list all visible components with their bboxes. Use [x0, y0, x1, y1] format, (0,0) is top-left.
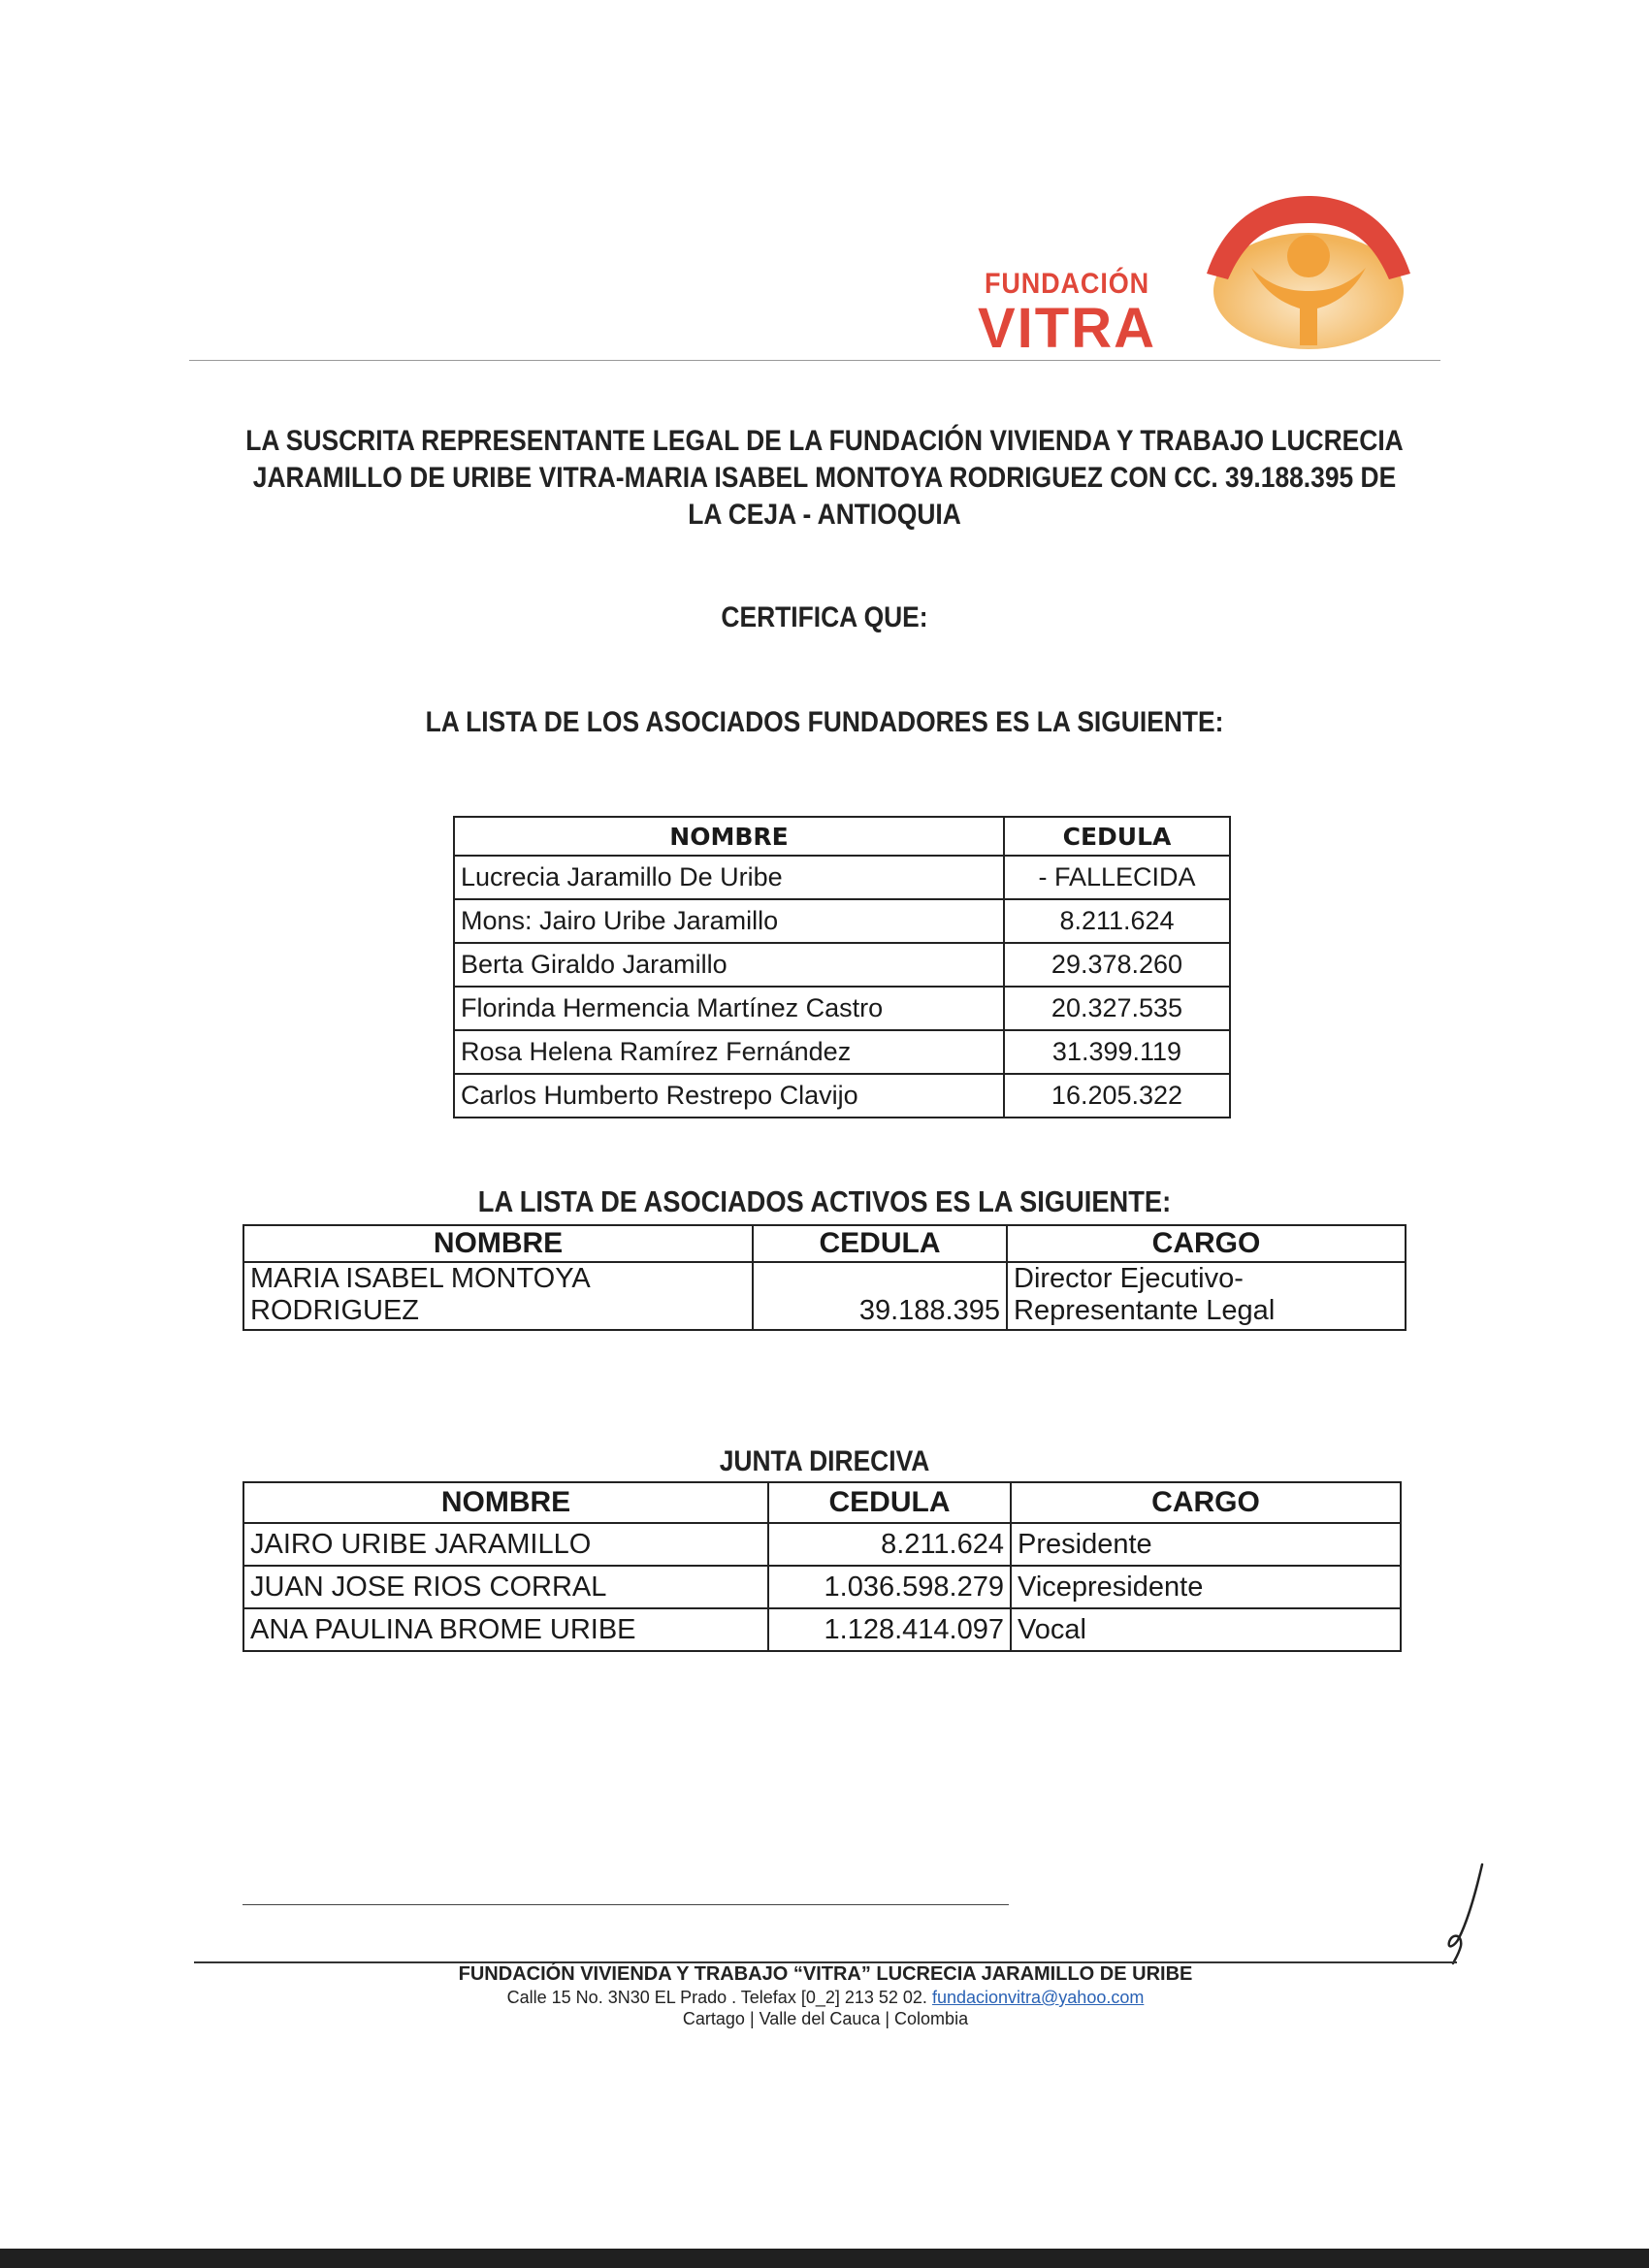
- founder-name: Florinda Hermencia Martínez Castro: [454, 987, 1004, 1030]
- board-member-cedula: 1.036.598.279: [768, 1566, 1011, 1608]
- foundation-logo-text: [951, 268, 1183, 360]
- header-divider: [189, 360, 1440, 361]
- founder-name: Lucrecia Jaramillo De Uribe: [454, 856, 1004, 899]
- member-cargo-line: Representante Legal: [1014, 1295, 1276, 1326]
- founder-name: Berta Giraldo Jaramillo: [454, 943, 1004, 987]
- founder-name: Mons: Jairo Uribe Jaramillo: [454, 899, 1004, 943]
- footer-address: Calle 15 No. 3N30 EL Prado . Telefax [0_2] 213 52 02.: [506, 1988, 927, 2007]
- founders-heading: LA LISTA DE LOS ASOCIADOS FUNDADORES ES LA SIGUIENTE:: [425, 706, 1224, 738]
- board-table: [242, 1481, 1402, 1652]
- founder-name: Rosa Helena Ramírez Fernández: [454, 1030, 1004, 1074]
- table-row: [454, 987, 1230, 1030]
- board-member-cargo: Vocal: [1011, 1608, 1401, 1651]
- founder-cedula: 8.211.624: [1004, 899, 1230, 943]
- table-row: [454, 899, 1230, 943]
- member-cargo-line: Director Ejecutivo-: [1014, 1263, 1244, 1294]
- founders-table: [453, 816, 1231, 1118]
- founder-name: Carlos Humberto Restrepo Clavijo: [454, 1074, 1004, 1118]
- column-header-cedula: CEDULA: [768, 1482, 1011, 1523]
- board-member-cedula: 8.211.624: [768, 1523, 1011, 1566]
- board-member-name: ANA PAULINA BROME URIBE: [243, 1608, 768, 1651]
- document-title: LA SUSCRITA REPRESENTANTE LEGAL DE LA FUNDACIÓN VIVIENDA Y TRABAJO LUCRECIA JARAMILLO DE URIBE VITRA-MARIA ISABEL MONTOYA RODRIGUEZ CON CC. 39.188.395 DE LA CEJA - ANTIOQUIA: [245, 425, 1404, 531]
- footer-city: Cartago | Valle del Cauca | Colombia: [682, 2009, 969, 2028]
- table-header-row: [243, 1482, 1401, 1523]
- table-row: [454, 1030, 1230, 1074]
- foundation-emblem-icon: [1199, 190, 1418, 351]
- founder-cedula: 20.327.535: [1004, 987, 1230, 1030]
- column-header-cargo: CARGO: [1007, 1225, 1406, 1262]
- signature-line: [242, 1904, 1009, 1905]
- board-member-cedula: 1.128.414.097: [768, 1608, 1011, 1651]
- founder-cedula: 29.378.260: [1004, 943, 1230, 987]
- column-header-nombre: NOMBRE: [243, 1225, 753, 1262]
- board-heading: JUNTA DIRECIVA: [719, 1445, 930, 1477]
- table-row: [243, 1566, 1401, 1608]
- active-members-heading: LA LISTA DE ASOCIADOS ACTIVOS ES LA SIGUIENTE:: [477, 1184, 1172, 1218]
- member-name: MARIA ISABEL MONTOYA RODRIGUEZ: [243, 1262, 753, 1330]
- table-row: [243, 1523, 1401, 1566]
- certifica-heading: CERTIFICA QUE:: [721, 601, 928, 633]
- board-member-name: JUAN JOSE RIOS CORRAL: [243, 1566, 768, 1608]
- table-row: [243, 1608, 1401, 1651]
- logo-line-vitra: VITRA: [978, 297, 1156, 360]
- table-row: [454, 856, 1230, 899]
- member-cedula: 39.188.395: [753, 1262, 1007, 1330]
- board-member-cargo: Vicepresidente: [1011, 1566, 1401, 1608]
- founder-cedula: 16.205.322: [1004, 1074, 1230, 1118]
- member-cargo: [1007, 1262, 1406, 1330]
- table-row: [454, 1074, 1230, 1118]
- table-row: [243, 1262, 1406, 1330]
- table-row: [454, 943, 1230, 987]
- table-header-row: [454, 817, 1230, 856]
- board-member-name: JAIRO URIBE JARAMILLO: [243, 1523, 768, 1566]
- active-members-table: [242, 1224, 1406, 1331]
- table-header-row: [243, 1225, 1406, 1262]
- column-header-cedula: CEDULA: [1004, 817, 1230, 856]
- signature-mark: [1426, 1861, 1494, 1967]
- footer-organization: FUNDACIÓN VIVIENDA Y TRABAJO “VITRA” LUCRECIA JARAMILLO DE URIBE: [458, 1963, 1193, 1985]
- column-header-nombre: NOMBRE: [243, 1482, 768, 1523]
- board-member-cargo: Presidente: [1011, 1523, 1401, 1566]
- logo-line-fundacion: FUNDACIÓN: [984, 268, 1150, 300]
- founder-cedula: - FALLECIDA: [1004, 856, 1230, 899]
- footer-email-link[interactable]: fundacionvitra@yahoo.com: [931, 1988, 1145, 2007]
- column-header-cargo: CARGO: [1011, 1482, 1401, 1523]
- column-header-cedula: CEDULA: [753, 1225, 1007, 1262]
- scan-edge: [0, 2249, 1649, 2268]
- column-header-nombre: NOMBRE: [454, 817, 1004, 856]
- footer-address-line: [194, 1988, 1457, 2008]
- founder-cedula: 31.399.119: [1004, 1030, 1230, 1074]
